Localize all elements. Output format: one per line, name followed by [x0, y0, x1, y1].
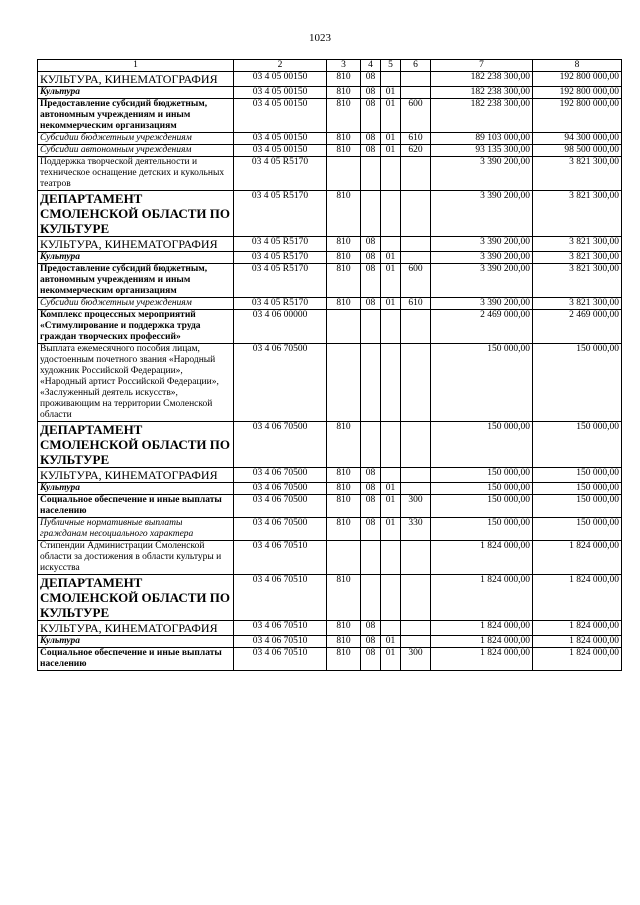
amount-year-1-cell: 1 824 000,00 — [431, 621, 533, 636]
row-name-cell: Культура — [38, 87, 234, 99]
amount-year-2-cell: 150 000,00 — [533, 518, 622, 541]
administrator-code-cell: 810 — [327, 422, 361, 468]
expense-type-cell — [401, 191, 431, 237]
amount-year-2-cell: 1 824 000,00 — [533, 636, 622, 648]
row-name-cell: Культура — [38, 252, 234, 264]
section-code-cell — [361, 422, 381, 468]
table-row — [38, 72, 622, 87]
amount-year-2-cell: 192 800 000,00 — [533, 99, 622, 133]
subsection-code-cell: 01 — [381, 483, 401, 495]
row-name-cell: Социальное обеспечение и иные выплаты населению — [38, 495, 234, 518]
target-code-cell: 03 4 05 00150 — [234, 99, 327, 133]
target-code-cell: 03 4 05 R5170 — [234, 157, 327, 191]
amount-year-2-cell: 3 821 300,00 — [533, 264, 622, 298]
row-name-cell: Социальное обеспечение и иные выплаты населению — [38, 648, 234, 671]
row-name-cell: ДЕПАРТАМЕНТ СМОЛЕНСКОЙ ОБЛАСТИ ПО КУЛЬТУРЕ — [38, 575, 234, 621]
subsection-code-cell — [381, 344, 401, 422]
amount-year-1-cell: 3 390 200,00 — [431, 298, 533, 310]
target-code-cell: 03 4 06 70500 — [234, 344, 327, 422]
expense-type-cell — [401, 575, 431, 621]
subsection-code-cell — [381, 72, 401, 87]
amount-year-2-cell: 3 821 300,00 — [533, 191, 622, 237]
administrator-code-cell: 810 — [327, 252, 361, 264]
table-row — [38, 422, 622, 468]
table-row — [38, 495, 622, 518]
amount-year-2-cell: 3 821 300,00 — [533, 237, 622, 252]
amount-year-1-cell: 1 824 000,00 — [431, 541, 533, 575]
amount-year-2-cell: 98 500 000,00 — [533, 145, 622, 157]
row-name-cell: Культура — [38, 483, 234, 495]
amount-year-2-cell: 1 824 000,00 — [533, 575, 622, 621]
column-header: 3 — [327, 60, 361, 72]
administrator-code-cell: 810 — [327, 191, 361, 237]
amount-year-1-cell: 150 000,00 — [431, 518, 533, 541]
subsection-code-cell — [381, 157, 401, 191]
subsection-code-cell: 01 — [381, 99, 401, 133]
subsection-code-cell — [381, 621, 401, 636]
administrator-code-cell: 810 — [327, 495, 361, 518]
section-code-cell: 08 — [361, 636, 381, 648]
subsection-code-cell — [381, 422, 401, 468]
amount-year-2-cell: 3 821 300,00 — [533, 298, 622, 310]
administrator-code-cell: 810 — [327, 648, 361, 671]
amount-year-1-cell: 150 000,00 — [431, 495, 533, 518]
administrator-code-cell: 810 — [327, 621, 361, 636]
expense-type-cell: 620 — [401, 145, 431, 157]
expense-type-cell — [401, 252, 431, 264]
amount-year-1-cell: 3 390 200,00 — [431, 252, 533, 264]
administrator-code-cell: 810 — [327, 298, 361, 310]
section-code-cell: 08 — [361, 648, 381, 671]
table-row — [38, 575, 622, 621]
administrator-code-cell — [327, 157, 361, 191]
administrator-code-cell — [327, 541, 361, 575]
administrator-code-cell — [327, 344, 361, 422]
amount-year-1-cell: 182 238 300,00 — [431, 99, 533, 133]
row-name-cell: Поддержка творческой деятельности и техническое оснащение детских и кукольных театров — [38, 157, 234, 191]
target-code-cell: 03 4 06 70510 — [234, 648, 327, 671]
row-name-cell: Публичные нормативные выплаты гражданам несоциального характера — [38, 518, 234, 541]
section-code-cell — [361, 157, 381, 191]
target-code-cell: 03 4 05 R5170 — [234, 252, 327, 264]
expense-type-cell — [401, 157, 431, 191]
subsection-code-cell — [381, 468, 401, 483]
amount-year-1-cell: 150 000,00 — [431, 344, 533, 422]
amount-year-1-cell: 1 824 000,00 — [431, 575, 533, 621]
expense-type-cell: 330 — [401, 518, 431, 541]
subsection-code-cell — [381, 310, 401, 344]
target-code-cell: 03 4 06 70510 — [234, 575, 327, 621]
expense-type-cell — [401, 636, 431, 648]
target-code-cell: 03 4 06 70500 — [234, 468, 327, 483]
expense-type-cell: 300 — [401, 648, 431, 671]
amount-year-1-cell: 182 238 300,00 — [431, 72, 533, 87]
administrator-code-cell: 810 — [327, 133, 361, 145]
administrator-code-cell: 810 — [327, 575, 361, 621]
administrator-code-cell: 810 — [327, 237, 361, 252]
column-header: 5 — [381, 60, 401, 72]
target-code-cell: 03 4 06 70510 — [234, 541, 327, 575]
subsection-code-cell: 01 — [381, 298, 401, 310]
row-name-cell: ДЕПАРТАМЕНТ СМОЛЕНСКОЙ ОБЛАСТИ ПО КУЛЬТУРЕ — [38, 191, 234, 237]
section-code-cell: 08 — [361, 264, 381, 298]
expense-type-cell — [401, 237, 431, 252]
column-header: 8 — [533, 60, 622, 72]
section-code-cell: 08 — [361, 145, 381, 157]
administrator-code-cell — [327, 310, 361, 344]
administrator-code-cell: 810 — [327, 518, 361, 541]
amount-year-2-cell: 150 000,00 — [533, 422, 622, 468]
expense-type-cell: 610 — [401, 133, 431, 145]
amount-year-2-cell: 150 000,00 — [533, 495, 622, 518]
table-row — [38, 237, 622, 252]
amount-year-1-cell: 3 390 200,00 — [431, 191, 533, 237]
subsection-code-cell: 01 — [381, 264, 401, 298]
amount-year-1-cell: 1 824 000,00 — [431, 648, 533, 671]
target-code-cell: 03 4 05 R5170 — [234, 191, 327, 237]
amount-year-2-cell: 1 824 000,00 — [533, 648, 622, 671]
target-code-cell: 03 4 05 00150 — [234, 72, 327, 87]
budget-table — [37, 59, 622, 671]
target-code-cell: 03 4 05 R5170 — [234, 237, 327, 252]
expense-type-cell: 600 — [401, 99, 431, 133]
subsection-code-cell — [381, 541, 401, 575]
amount-year-2-cell: 192 800 000,00 — [533, 72, 622, 87]
row-name-cell: Выплата ежемесячного пособия лицам, удостоенным почетного звания «Народный художник Российской Федерации», «Народный артист Российской Федерации», «Заслуженный деятель искусств», проживающим на территории Смоленской области — [38, 344, 234, 422]
expense-type-cell — [401, 621, 431, 636]
subsection-code-cell: 01 — [381, 648, 401, 671]
section-code-cell — [361, 344, 381, 422]
row-name-cell: КУЛЬТУРА, КИНЕМАТОГРАФИЯ — [38, 72, 234, 87]
expense-type-cell: 300 — [401, 495, 431, 518]
column-header: 2 — [234, 60, 327, 72]
expense-type-cell — [401, 422, 431, 468]
expense-type-cell — [401, 310, 431, 344]
expense-type-cell — [401, 483, 431, 495]
expense-type-cell — [401, 344, 431, 422]
target-code-cell: 03 4 05 R5170 — [234, 264, 327, 298]
section-code-cell — [361, 575, 381, 621]
table-row — [38, 157, 622, 191]
section-code-cell: 08 — [361, 483, 381, 495]
row-name-cell: Субсидии автономным учреждениям — [38, 145, 234, 157]
subsection-code-cell — [381, 575, 401, 621]
row-name-cell: Предоставление субсидий бюджетным, автономным учреждениям и иным некоммерческим организациям — [38, 264, 234, 298]
row-name-cell: КУЛЬТУРА, КИНЕМАТОГРАФИЯ — [38, 621, 234, 636]
target-code-cell: 03 4 06 70500 — [234, 495, 327, 518]
amount-year-2-cell: 2 469 000,00 — [533, 310, 622, 344]
expense-type-cell: 600 — [401, 264, 431, 298]
target-code-cell: 03 4 06 70510 — [234, 621, 327, 636]
section-code-cell: 08 — [361, 87, 381, 99]
table-row — [38, 483, 622, 495]
column-header: 7 — [431, 60, 533, 72]
amount-year-1-cell: 93 135 300,00 — [431, 145, 533, 157]
section-code-cell: 08 — [361, 495, 381, 518]
row-name-cell: Субсидии бюджетным учреждениям — [38, 298, 234, 310]
table-row — [38, 264, 622, 298]
administrator-code-cell: 810 — [327, 87, 361, 99]
table-row — [38, 621, 622, 636]
row-name-cell: ДЕПАРТАМЕНТ СМОЛЕНСКОЙ ОБЛАСТИ ПО КУЛЬТУРЕ — [38, 422, 234, 468]
amount-year-2-cell: 94 300 000,00 — [533, 133, 622, 145]
column-header: 4 — [361, 60, 381, 72]
table-row — [38, 541, 622, 575]
amount-year-1-cell: 3 390 200,00 — [431, 264, 533, 298]
amount-year-1-cell: 3 390 200,00 — [431, 157, 533, 191]
amount-year-1-cell: 1 824 000,00 — [431, 636, 533, 648]
administrator-code-cell: 810 — [327, 145, 361, 157]
table-row — [38, 648, 622, 671]
administrator-code-cell: 810 — [327, 99, 361, 133]
section-code-cell: 08 — [361, 621, 381, 636]
section-code-cell: 08 — [361, 99, 381, 133]
table-row — [38, 518, 622, 541]
subsection-code-cell: 01 — [381, 636, 401, 648]
subsection-code-cell: 01 — [381, 495, 401, 518]
row-name-cell: КУЛЬТУРА, КИНЕМАТОГРАФИЯ — [38, 468, 234, 483]
amount-year-1-cell: 2 469 000,00 — [431, 310, 533, 344]
amount-year-2-cell: 1 824 000,00 — [533, 621, 622, 636]
row-name-cell: Культура — [38, 636, 234, 648]
table-row — [38, 310, 622, 344]
target-code-cell: 03 4 06 00000 — [234, 310, 327, 344]
amount-year-1-cell: 150 000,00 — [431, 468, 533, 483]
table-row — [38, 344, 622, 422]
subsection-code-cell: 01 — [381, 145, 401, 157]
amount-year-2-cell: 1 824 000,00 — [533, 541, 622, 575]
target-code-cell: 03 4 06 70510 — [234, 636, 327, 648]
row-name-cell: КУЛЬТУРА, КИНЕМАТОГРАФИЯ — [38, 237, 234, 252]
subsection-code-cell — [381, 237, 401, 252]
row-name-cell: Предоставление субсидий бюджетным, автономным учреждениям и иным некоммерческим организациям — [38, 99, 234, 133]
amount-year-2-cell: 3 821 300,00 — [533, 252, 622, 264]
table-row — [38, 252, 622, 264]
subsection-code-cell — [381, 191, 401, 237]
table-row — [38, 636, 622, 648]
target-code-cell: 03 4 06 70500 — [234, 518, 327, 541]
expense-type-cell — [401, 72, 431, 87]
row-name-cell: Субсидии бюджетным учреждениям — [38, 133, 234, 145]
section-code-cell: 08 — [361, 518, 381, 541]
amount-year-2-cell: 192 800 000,00 — [533, 87, 622, 99]
amount-year-2-cell: 150 000,00 — [533, 344, 622, 422]
administrator-code-cell: 810 — [327, 264, 361, 298]
section-code-cell — [361, 541, 381, 575]
target-code-cell: 03 4 06 70500 — [234, 483, 327, 495]
target-code-cell: 03 4 05 00150 — [234, 87, 327, 99]
amount-year-2-cell: 150 000,00 — [533, 483, 622, 495]
section-code-cell — [361, 191, 381, 237]
administrator-code-cell: 810 — [327, 468, 361, 483]
column-header: 1 — [38, 60, 234, 72]
amount-year-1-cell: 150 000,00 — [431, 483, 533, 495]
amount-year-1-cell: 3 390 200,00 — [431, 237, 533, 252]
table-row — [38, 298, 622, 310]
expense-type-cell — [401, 87, 431, 99]
subsection-code-cell: 01 — [381, 87, 401, 99]
subsection-code-cell: 01 — [381, 133, 401, 145]
section-code-cell: 08 — [361, 468, 381, 483]
amount-year-1-cell: 182 238 300,00 — [431, 87, 533, 99]
administrator-code-cell: 810 — [327, 636, 361, 648]
section-code-cell: 08 — [361, 237, 381, 252]
row-name-cell: Комплекс процессных мероприятий «Стимулирование и поддержка труда граждан творческих профессий» — [38, 310, 234, 344]
target-code-cell: 03 4 06 70500 — [234, 422, 327, 468]
target-code-cell: 03 4 05 R5170 — [234, 298, 327, 310]
amount-year-1-cell: 150 000,00 — [431, 422, 533, 468]
section-code-cell: 08 — [361, 133, 381, 145]
column-header: 6 — [401, 60, 431, 72]
administrator-code-cell: 810 — [327, 483, 361, 495]
table-row — [38, 468, 622, 483]
section-code-cell: 08 — [361, 72, 381, 87]
expense-type-cell — [401, 541, 431, 575]
amount-year-2-cell: 150 000,00 — [533, 468, 622, 483]
table-row — [38, 191, 622, 237]
subsection-code-cell: 01 — [381, 252, 401, 264]
expense-type-cell — [401, 468, 431, 483]
administrator-code-cell: 810 — [327, 72, 361, 87]
section-code-cell — [361, 310, 381, 344]
header-row — [38, 60, 622, 72]
section-code-cell: 08 — [361, 252, 381, 264]
subsection-code-cell: 01 — [381, 518, 401, 541]
table-row — [38, 133, 622, 145]
table-row — [38, 87, 622, 99]
page-number: 1023 — [309, 32, 331, 44]
target-code-cell: 03 4 05 00150 — [234, 133, 327, 145]
table-body — [38, 60, 622, 671]
amount-year-2-cell: 3 821 300,00 — [533, 157, 622, 191]
row-name-cell: Стипендии Администрации Смоленской области за достижения в области культуры и искусства — [38, 541, 234, 575]
amount-year-1-cell: 89 103 000,00 — [431, 133, 533, 145]
table-row — [38, 145, 622, 157]
target-code-cell: 03 4 05 00150 — [234, 145, 327, 157]
table-row — [38, 99, 622, 133]
section-code-cell: 08 — [361, 298, 381, 310]
expense-type-cell: 610 — [401, 298, 431, 310]
